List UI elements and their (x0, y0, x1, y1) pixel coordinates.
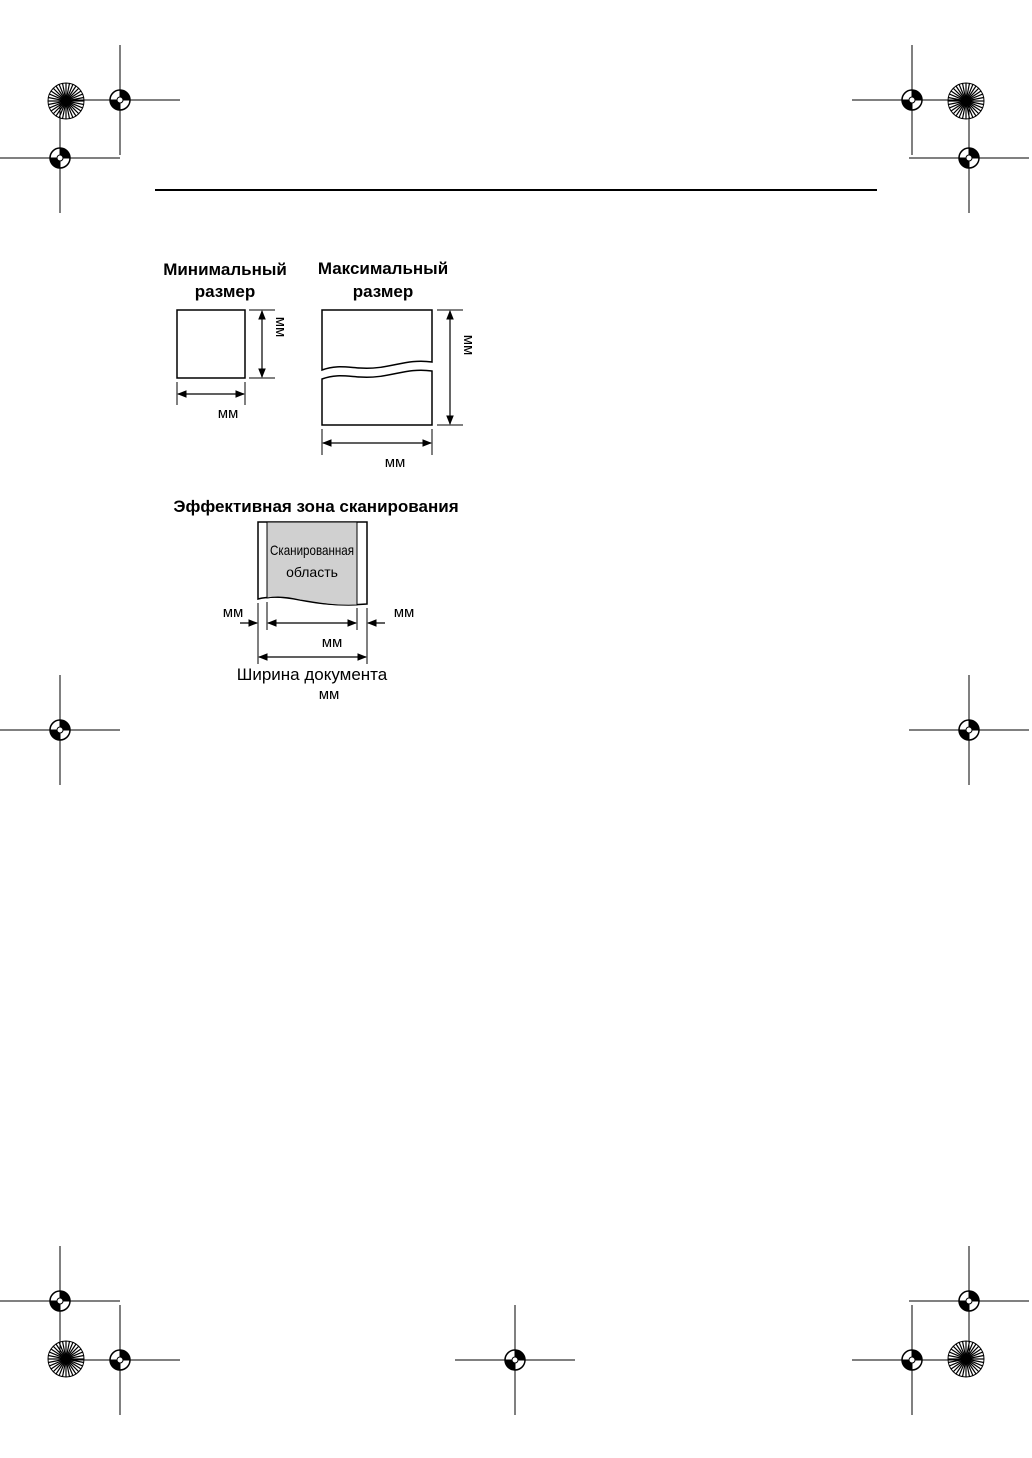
scanned-area-label-line2: область (286, 564, 338, 580)
max-width-unit: мм (384, 454, 406, 471)
max-size-title-line1: Максимальный (317, 259, 449, 278)
document-width-label: Ширина документа (236, 665, 388, 684)
registration-mark (60, 45, 180, 155)
registration-mark (852, 1305, 972, 1415)
min-size-title-line2: размер (194, 282, 256, 301)
max-document-upper (322, 310, 432, 370)
registration-mark (0, 675, 120, 785)
max-height-unit: мм (460, 334, 477, 356)
right-margin-unit: мм (393, 604, 415, 621)
registration-mark (0, 103, 120, 213)
sunburst-mark-bottom-right (948, 1341, 984, 1377)
scan-width-unit: мм (321, 634, 343, 651)
max-size-title-line2: размер (352, 282, 414, 301)
scan-area-diagram (173, 497, 458, 703)
min-height-unit: мм (272, 316, 289, 338)
min-document-rect (177, 310, 245, 378)
registration-mark (909, 103, 1029, 213)
registration-mark (60, 1305, 180, 1415)
sunburst-mark-top-left (48, 83, 84, 119)
scanned-area-label-line1: Сканированная (270, 542, 354, 558)
scan-area-title: Эффективная зона сканирования (173, 497, 459, 516)
max-document-lower (322, 370, 432, 425)
sunburst-mark-bottom-left (48, 1341, 84, 1377)
min-size-title-line1: Минимальный (163, 260, 287, 279)
registration-mark (852, 45, 972, 155)
min-width-unit: мм (217, 405, 239, 422)
registration-mark (909, 1246, 1029, 1356)
registration-mark (0, 1246, 120, 1356)
print-marks (0, 45, 1029, 1415)
left-margin-unit: мм (222, 604, 244, 621)
sunburst-mark-top-right (948, 83, 984, 119)
max-size-diagram (318, 259, 477, 471)
min-size-diagram (163, 260, 289, 422)
registration-mark (909, 675, 1029, 785)
registration-mark (455, 1305, 575, 1415)
document-width-unit: мм (318, 686, 340, 703)
